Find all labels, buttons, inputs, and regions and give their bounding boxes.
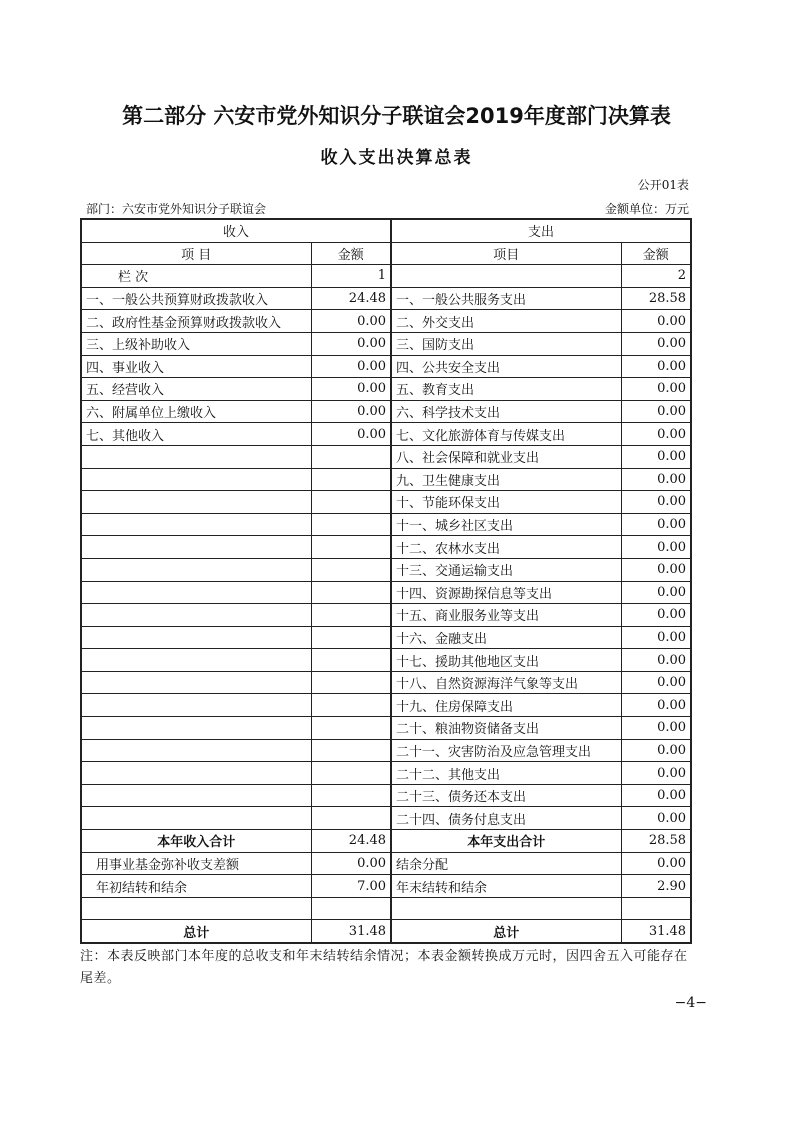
expense-item-label: 十四、资源勘探信息等支出 — [391, 581, 621, 604]
expense-item-label: 二十三、债务还本支出 — [391, 784, 621, 807]
expense-amount: 2.90 — [621, 875, 691, 898]
expense-amount: 0.00 — [621, 739, 691, 762]
income-amount — [311, 468, 391, 491]
table-row — [81, 694, 691, 717]
page-number: −4− — [674, 995, 707, 1011]
income-amount — [311, 445, 391, 468]
income-item-label — [81, 784, 311, 807]
table-row — [81, 491, 691, 514]
income-amount — [311, 649, 391, 672]
income-amount — [311, 762, 391, 785]
expense-amount: 0.00 — [621, 717, 691, 740]
expense-item-label: 十九、住房保障支出 — [391, 694, 621, 717]
table-row — [81, 445, 691, 468]
department-label: 部门：六安市党外知识分子联谊会 — [86, 202, 267, 216]
income-item-label — [81, 536, 311, 559]
expense-item-label: 十二、农林水支出 — [391, 536, 621, 559]
expense-item-label: 九、卫生健康支出 — [391, 468, 621, 491]
table-row — [81, 355, 691, 378]
income-item-label — [81, 445, 311, 468]
expense-amount — [621, 897, 691, 920]
table-row — [81, 468, 691, 491]
document-title: 第二部分 六安市党外知识分子联谊会2019年度部门决算表 — [122, 104, 671, 128]
expense-item-label: 结余分配 — [391, 852, 621, 875]
expense-amount: 0.00 — [621, 513, 691, 536]
column-index-row — [81, 265, 691, 288]
expense-item-label: 十三、交通运输支出 — [391, 558, 621, 581]
table-row — [81, 717, 691, 740]
table-row — [81, 739, 691, 762]
expense-amount: 0.00 — [621, 671, 691, 694]
expense-amount: 0.00 — [621, 784, 691, 807]
expense-amount: 0.00 — [621, 310, 691, 333]
income-item-label — [81, 694, 311, 717]
income-amount: 31.48 — [311, 920, 391, 943]
income-amount — [311, 717, 391, 740]
expense-item-label: 二、外交支出 — [391, 310, 621, 333]
expense-amount: 0.00 — [621, 604, 691, 627]
expense-section-header: 支出 — [391, 219, 691, 242]
income-amount: 0.00 — [311, 400, 391, 423]
column-index-label: 栏 次 — [81, 265, 311, 288]
table-row — [81, 852, 691, 875]
expense-item-label: 十七、援助其他地区支出 — [391, 649, 621, 672]
table-subtitle: 收入支出决算总表 — [320, 148, 473, 168]
income-amount — [311, 897, 391, 920]
expense-amount: 0.00 — [621, 581, 691, 604]
income-amount — [311, 671, 391, 694]
expense-amount: 31.48 — [621, 920, 691, 943]
expense-item-label — [391, 897, 621, 920]
expense-item-label: 七、文化旅游体育与传媒支出 — [391, 423, 621, 446]
expense-amount: 0.00 — [621, 626, 691, 649]
income-amount: 24.48 — [311, 830, 391, 853]
income-item-label: 一、一般公共预算财政拨款收入 — [81, 287, 311, 310]
income-item-label — [81, 762, 311, 785]
income-item-label — [81, 468, 311, 491]
income-amount — [311, 536, 391, 559]
income-section-header: 收入 — [81, 219, 391, 242]
column-index-2: 2 — [621, 265, 691, 288]
income-item-label: 用事业基金弥补收支差额 — [81, 852, 311, 875]
income-item-label: 总计 — [81, 920, 311, 943]
expense-amount: 28.58 — [621, 287, 691, 310]
expense-amount: 0.00 — [621, 491, 691, 514]
income-item-label: 本年收入合计 — [81, 830, 311, 853]
expense-amount: 0.00 — [621, 423, 691, 446]
expense-amount: 0.00 — [621, 468, 691, 491]
income-amount: 0.00 — [311, 332, 391, 355]
expense-item-label: 二十、粮油物资储备支出 — [391, 717, 621, 740]
table-row — [81, 875, 691, 898]
income-item-label: 四、事业收入 — [81, 355, 311, 378]
expense-item-label: 总计 — [391, 920, 621, 943]
income-amount: 0.00 — [311, 378, 391, 401]
income-item-label — [81, 581, 311, 604]
income-amount — [311, 739, 391, 762]
income-item-label — [81, 558, 311, 581]
table-row — [81, 536, 691, 559]
expense-item-label: 四、公共安全支出 — [391, 355, 621, 378]
income-amount: 0.00 — [311, 852, 391, 875]
expense-amount: 0.00 — [621, 649, 691, 672]
income-item-label: 三、上级补助收入 — [81, 332, 311, 355]
income-item-label: 年初结转和结余 — [81, 875, 311, 898]
expense-item-header: 项目 — [391, 242, 621, 265]
income-item-label — [81, 626, 311, 649]
expense-amount: 0.00 — [621, 694, 691, 717]
table-row — [81, 784, 691, 807]
income-amount-header: 金额 — [311, 242, 391, 265]
table-row — [81, 807, 691, 830]
expense-item-label: 年末结转和结余 — [391, 875, 621, 898]
income-item-label — [81, 491, 311, 514]
expense-item-label: 五、教育支出 — [391, 378, 621, 401]
expense-item-label: 十五、商业服务业等支出 — [391, 604, 621, 627]
income-amount — [311, 626, 391, 649]
expense-amount: 0.00 — [621, 762, 691, 785]
income-amount — [311, 558, 391, 581]
expense-item-label: 本年支出合计 — [391, 830, 621, 853]
expense-item-label: 十六、金融支出 — [391, 626, 621, 649]
expense-amount-header: 金额 — [621, 242, 691, 265]
column-index-empty — [391, 265, 621, 288]
income-amount: 0.00 — [311, 310, 391, 333]
table-row — [81, 762, 691, 785]
expense-item-label: 八、社会保障和就业支出 — [391, 445, 621, 468]
income-item-label — [81, 739, 311, 762]
income-item-label — [81, 671, 311, 694]
column-header-row — [81, 242, 691, 265]
expense-amount: 0.00 — [621, 558, 691, 581]
income-amount — [311, 581, 391, 604]
expense-amount: 0.00 — [621, 536, 691, 559]
year-total-row — [81, 830, 691, 853]
expense-item-label: 一、一般公共服务支出 — [391, 287, 621, 310]
form-code: 公开01表 — [637, 178, 689, 192]
table-row — [81, 400, 691, 423]
income-amount — [311, 513, 391, 536]
grand-total-row — [81, 920, 691, 943]
expense-amount: 0.00 — [621, 445, 691, 468]
expense-amount: 0.00 — [621, 400, 691, 423]
expense-item-label: 十、节能环保支出 — [391, 491, 621, 514]
income-item-label: 七、其他收入 — [81, 423, 311, 446]
expense-item-label: 三、国防支出 — [391, 332, 621, 355]
income-expense-table — [80, 218, 692, 944]
column-index-1: 1 — [311, 265, 391, 288]
table-row — [81, 649, 691, 672]
table-row — [81, 671, 691, 694]
table-row — [81, 558, 691, 581]
expense-amount: 0.00 — [621, 378, 691, 401]
expense-amount: 0.00 — [621, 355, 691, 378]
income-item-label: 五、经营收入 — [81, 378, 311, 401]
income-amount: 7.00 — [311, 875, 391, 898]
income-amount: 24.48 — [311, 287, 391, 310]
table-row — [81, 626, 691, 649]
amount-unit-label: 金额单位：万元 — [604, 202, 689, 216]
income-item-label — [81, 649, 311, 672]
income-amount — [311, 784, 391, 807]
table-row — [81, 310, 691, 333]
income-amount — [311, 491, 391, 514]
income-amount: 0.00 — [311, 355, 391, 378]
footnote: 注：本表反映部门本年度的总收支和年末结转结余情况；本表金额转换成万元时，因四舍五入可能存在尾差。 — [80, 949, 688, 986]
expense-amount: 28.58 — [621, 830, 691, 853]
income-item-label — [81, 807, 311, 830]
income-item-label: 六、附属单位上缴收入 — [81, 400, 311, 423]
income-item-label — [81, 604, 311, 627]
table-row — [81, 513, 691, 536]
table-row — [81, 378, 691, 401]
table-row — [81, 897, 691, 920]
expense-item-label: 二十二、其他支出 — [391, 762, 621, 785]
table-row — [81, 287, 691, 310]
income-amount — [311, 694, 391, 717]
expense-item-label: 六、科学技术支出 — [391, 400, 621, 423]
table-row — [81, 581, 691, 604]
income-item-header: 项 目 — [81, 242, 311, 265]
expense-amount: 0.00 — [621, 807, 691, 830]
section-header-row — [81, 219, 691, 242]
income-item-label — [81, 717, 311, 740]
expense-item-label: 二十一、灾害防治及应急管理支出 — [391, 739, 621, 762]
income-amount — [311, 807, 391, 830]
income-item-label — [81, 513, 311, 536]
income-item-label — [81, 897, 311, 920]
expense-item-label: 十八、自然资源海洋气象等支出 — [391, 671, 621, 694]
income-amount: 0.00 — [311, 423, 391, 446]
expense-item-label: 十一、城乡社区支出 — [391, 513, 621, 536]
expense-amount: 0.00 — [621, 852, 691, 875]
expense-amount: 0.00 — [621, 332, 691, 355]
income-item-label: 二、政府性基金预算财政拨款收入 — [81, 310, 311, 333]
table-row — [81, 423, 691, 446]
table-row — [81, 332, 691, 355]
table-row — [81, 604, 691, 627]
income-amount — [311, 604, 391, 627]
expense-item-label: 二十四、债务付息支出 — [391, 807, 621, 830]
